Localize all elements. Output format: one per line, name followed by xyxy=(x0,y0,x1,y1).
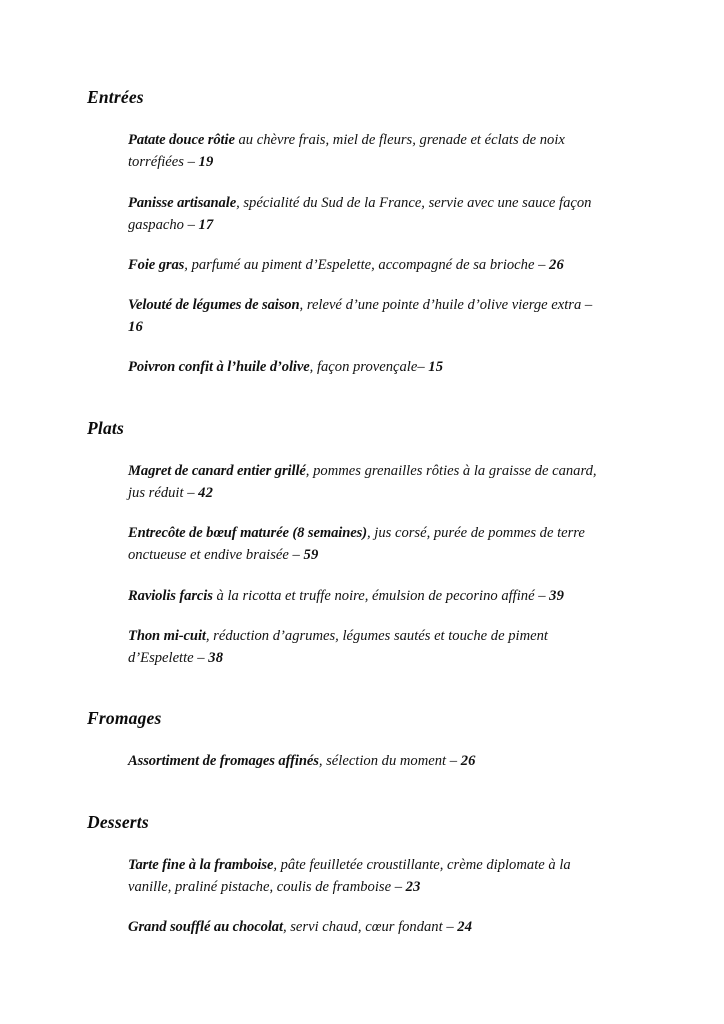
menu-section-entrees xyxy=(87,88,624,379)
section-heading: Plats xyxy=(87,417,124,438)
menu-item-description: sélection du moment xyxy=(326,753,447,770)
menu-item xyxy=(128,460,602,504)
menu-item-name-separator: , xyxy=(299,297,307,314)
section-heading: Desserts xyxy=(87,811,149,832)
menu-item-price: 26 xyxy=(549,256,565,273)
menu-item-name-separator: , xyxy=(205,627,214,644)
menu-item-name-separator: , xyxy=(305,462,314,479)
menu-item-description: façon provençale xyxy=(316,359,418,376)
menu-item-name: Velouté de légumes de saison xyxy=(128,297,300,314)
menu-item-list xyxy=(128,460,624,669)
menu-item xyxy=(128,522,602,566)
menu-item-list xyxy=(128,854,624,939)
menu-item xyxy=(128,192,602,236)
menu-item-name: Assortiment de fromages affinés xyxy=(128,753,319,770)
menu-item-price: 42 xyxy=(198,485,214,502)
menu-item-price: 26 xyxy=(460,753,476,770)
menu-item-name: Entrecôte de bœuf maturée (8 semaines) xyxy=(128,525,367,542)
menu-item-price-separator: – xyxy=(442,919,458,936)
menu-item-description: parfumé au piment d’Espelette, accompagné de sa brioche xyxy=(191,256,535,273)
menu-item-price: 59 xyxy=(303,547,319,564)
menu-item xyxy=(128,129,602,173)
menu-item-list xyxy=(128,129,624,378)
menu-item xyxy=(128,254,602,276)
menu-item-name-separator: , xyxy=(282,919,291,936)
menu-item-price: 16 xyxy=(128,319,143,336)
menu-item-price-separator: – xyxy=(417,359,429,376)
menu-item-description: relevé d’une pointe d’huile d’olive vierge extra xyxy=(306,297,582,314)
menu-item-name: Tarte fine à la framboise xyxy=(128,856,274,873)
menu-item-name-separator: , xyxy=(273,856,281,873)
menu-item-name: Patate douce rôtie xyxy=(128,132,235,149)
menu-item-price-separator: – xyxy=(534,256,550,273)
menu-item-price-separator: – xyxy=(288,547,304,564)
section-heading: Fromages xyxy=(87,708,162,729)
menu-item-name: Thon mi-cuit xyxy=(128,627,206,644)
menu-item-name: Magret de canard entier grillé xyxy=(128,462,306,479)
menu-item-name-separator: , xyxy=(309,359,317,376)
menu-item-list xyxy=(128,750,624,772)
menu-item-price-separator: – xyxy=(193,649,209,666)
menu-item xyxy=(128,854,602,898)
menu-item-name: Panisse artisanale xyxy=(128,194,237,211)
menu-section-fromages xyxy=(87,709,624,772)
menu-item-price: 24 xyxy=(457,919,473,936)
menu-item-price-separator: – xyxy=(183,154,199,171)
menu-item-description: pommes grenailles rôties à la graisse de canard, jus réduit xyxy=(128,462,597,502)
menu-item-price: 23 xyxy=(405,878,421,895)
menu-item-description: au chèvre frais, miel de fleurs, grenade et éclats de noix torréfiées xyxy=(128,132,565,171)
menu-section-desserts xyxy=(87,813,624,939)
menu-item-price: 39 xyxy=(549,587,565,604)
menu-item-name: Raviolis farcis xyxy=(128,587,213,604)
menu-item-price-separator: – xyxy=(391,878,406,895)
menu-section-plats xyxy=(87,419,624,669)
menu-item-name-separator: , xyxy=(318,753,327,770)
menu-item-price: 19 xyxy=(198,154,214,171)
menu-item-price-separator: – xyxy=(183,485,199,502)
menu-item-name-separator: , xyxy=(236,194,244,211)
menu-item-description: pâte feuilletée croustillante, crème diplomate à la vanille, praliné pistache, coulis de framboise xyxy=(128,856,571,895)
menu-item-name: Poivron confit à l’huile d’olive xyxy=(128,359,310,376)
menu-item-name-separator: , xyxy=(184,256,192,273)
menu-item-price-separator: – xyxy=(534,587,550,604)
menu-item-description: à la ricotta et truffe noire, émulsion de pecorino affiné xyxy=(216,587,535,604)
section-heading: Entrées xyxy=(87,87,144,107)
menu-item-description: jus corsé, purée de pommes de terre onctueuse et endive braisée xyxy=(128,525,585,564)
menu-item-price-separator: – xyxy=(581,297,593,314)
menu-item xyxy=(128,356,602,378)
menu-item-description: réduction d’agrumes, légumes sautés et touche de piment d’Espelette xyxy=(128,627,548,666)
menu-item xyxy=(128,750,602,772)
menu-item-price: 15 xyxy=(428,359,444,376)
menu-item xyxy=(128,585,602,607)
menu-item-name-separator: , xyxy=(367,525,375,542)
menu-item-price: 17 xyxy=(198,216,214,233)
menu-item xyxy=(128,625,602,669)
menu-item-description: servi chaud, cœur fondant xyxy=(290,919,443,936)
menu-item-description: spécialité du Sud de la France, servie avec une sauce façon gaspacho xyxy=(128,194,592,233)
menu-item-price-separator: – xyxy=(183,216,199,233)
menu-item-price-separator: – xyxy=(446,753,461,770)
menu-item-price: 38 xyxy=(208,649,224,666)
menu-item-name: Foie gras xyxy=(128,256,185,273)
menu-item xyxy=(128,916,602,938)
menu-item-name: Grand soufflé au chocolat xyxy=(128,919,283,936)
menu-item xyxy=(128,294,602,338)
